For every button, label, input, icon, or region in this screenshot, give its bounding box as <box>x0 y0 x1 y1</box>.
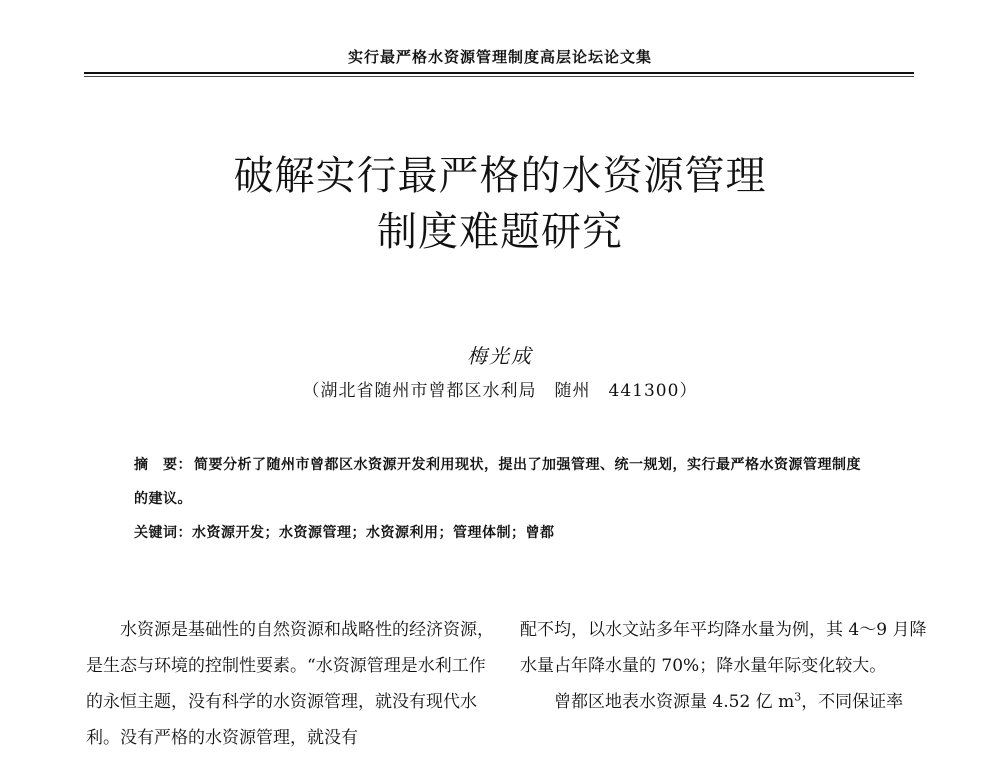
abstract-text: 简要分析了随州市曾都区水资源开发利用现状，提出了加强管理、统一规划，实行最严格水资源管理制度的建议。 <box>134 457 861 507</box>
paper-title <box>0 148 1000 260</box>
abstract <box>134 448 874 516</box>
author-affiliation: （湖北省随州市曾都区水利局 随州 441300） <box>302 381 698 401</box>
surface-water-text-end: ，不同保证率 <box>801 692 904 712</box>
abstract-label: 摘 要： <box>134 457 192 473</box>
body-paragraph: 配不均，以水文站多年平均降水量为例，其 4～9 月降水量占年降水量的 70%；降水量年际变化较大。 <box>520 620 927 676</box>
title-line-1: 破解实行最严格的水资源管理 <box>233 153 767 199</box>
header-rule-thin <box>84 76 914 77</box>
unit-superscript: 3 <box>794 690 802 704</box>
body-paragraph: 水资源是基础性的自然资源和战略性的经济资源，是生态与环境的控制性要素。“水资源管理是水利工作的永恒主题，没有科学的水资源管理，就没有现代水利。没有严格的水资源管理，就没有 <box>86 620 494 748</box>
body-left-column <box>86 612 496 756</box>
keywords-label: 关键词： <box>134 525 192 541</box>
keywords <box>134 522 874 542</box>
body-right-column <box>520 612 930 720</box>
header-rule <box>84 72 914 74</box>
author-name: 梅光成 <box>467 344 533 368</box>
title-line-2: 制度难题研究 <box>377 209 623 255</box>
running-header: 实行最严格水资源管理制度高层论坛论文集 <box>347 48 652 66</box>
body-paragraph-2 <box>520 684 930 720</box>
surface-water-text: 曾都区地表水资源量 4.52 亿 m <box>554 692 795 712</box>
keywords-text: 水资源开发；水资源管理；水资源利用；管理体制；曾都 <box>192 525 555 541</box>
